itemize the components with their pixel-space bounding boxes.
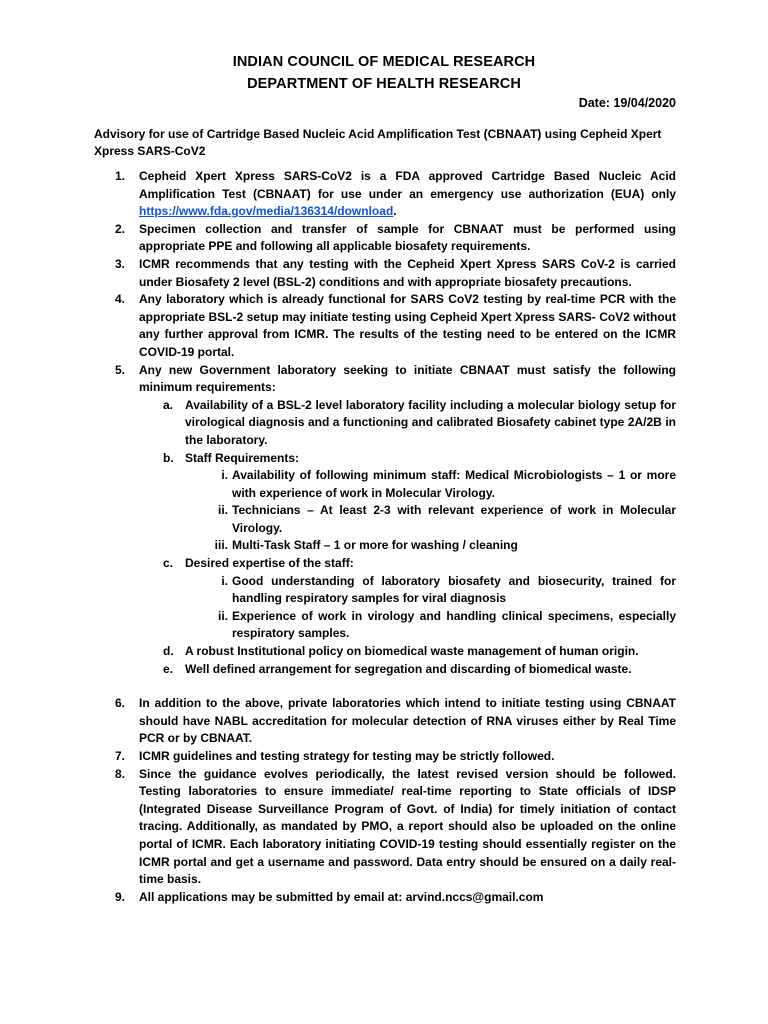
org-title: INDIAN COUNCIL OF MEDICAL RESEARCH	[232, 54, 536, 70]
list-item	[115, 256, 676, 291]
item-text: In addition to the above, private laboratories which intend to initiate testing using CBNAAT should have NABL accreditation for molecular detection of RNA viruses either by Real Time PCR or by CBNAAT.	[139, 696, 676, 746]
list-item	[115, 695, 676, 748]
item-number: 8.	[115, 766, 126, 781]
item-number: 1.	[115, 169, 126, 183]
list-item	[115, 889, 676, 907]
sub-letter: b.	[163, 450, 174, 465]
requirement-a	[163, 397, 676, 450]
item-text: Any new Government laboratory seeking to initiate CBNAAT must satisfy the following minimum requirements:	[139, 362, 676, 395]
item-text: Since the guidance evolves periodically, the latest revised version should be followed. Testing laboratories to ensure immediate/ real-time reporting to State officials of IDSP (Integrated Disease Surveillance Program of Govt. of India) for timely initiation of contact tracing. Additionally, as mandated by PMO, a report should also be uploaded on the online portal of ICMR. Each laboratory initiating COVID-19 testing should essentially register on the ICMR portal and get a username and password. Data entry should be ensured on a daily real-time basis.	[139, 766, 676, 887]
item-text: Cepheid Xpert Xpress SARS-CoV2 is a FDA approved Cartridge Based Nucleic Acid Amplification Test (CBNAAT) for use under an emergency use authorization (EUA) only	[139, 169, 676, 201]
staff-item	[221, 467, 676, 502]
requirement-c	[163, 555, 676, 573]
sub-letter: c.	[163, 556, 174, 571]
requirement-b	[163, 450, 676, 468]
advisory-list	[0, 168, 768, 906]
list-item	[115, 291, 676, 361]
sub-letter: a.	[163, 397, 174, 412]
item-number: 7.	[115, 749, 126, 763]
spacer	[0, 678, 768, 695]
roman-number: ii.	[217, 608, 228, 623]
dept-title: DEPARTMENT OF HEALTH RESEARCH	[247, 76, 521, 92]
staff-item	[217, 502, 676, 537]
roman-text: Experience of work in virology and handling clinical specimens, especially respiratory samples.	[232, 608, 676, 641]
sub-letter: e.	[163, 661, 174, 676]
fda-link[interactable]: https://www.fda.gov/media/136314/download	[139, 204, 394, 219]
roman-text: Availability of following minimum staff: Medical Microbiologists – 1 or more with experience of work in Molecular Virology.	[232, 468, 676, 500]
sub-letter: d.	[163, 644, 174, 659]
roman-number: ii.	[217, 503, 228, 518]
roman-text: Technicians – At least 2-3 with relevant experience of work in Molecular Virology.	[232, 503, 676, 535]
list-item	[115, 766, 676, 889]
roman-number: i.	[221, 573, 228, 588]
item-number: 4.	[115, 292, 126, 307]
sub-text: Well defined arrangement for segregation and discarding of biomedical waste.	[185, 661, 632, 676]
roman-number: iii.	[214, 538, 228, 553]
staff-item	[214, 537, 676, 555]
item-text: Specimen collection and transfer of sample for CBNAAT must be performed using appropriate PPE and following all applicable biosafety requirements.	[139, 221, 676, 254]
requirement-e	[163, 661, 676, 679]
item-number: 9.	[115, 889, 126, 904]
roman-text: Good understanding of laboratory biosafety and biosecurity, trained for handling respiratory samples for viral diagnosis	[232, 573, 676, 606]
list-item	[115, 168, 676, 221]
item-number: 3.	[115, 256, 126, 271]
sub-text: Availability of a BSL-2 level laboratory facility including a molecular biology setup for virological diagnosis and a functioning and calibrated Biosafety cabinet type 2A/2B in the laboratory.	[185, 397, 676, 447]
item-text: ICMR recommends that any testing with the Cepheid Xpert Xpress SARS CoV-2 is carried under Biosafety 2 level (BSL-2) conditions and with appropriate biosafety precautions.	[139, 256, 676, 289]
expertise-item	[221, 573, 676, 608]
sub-text: Staff Requirements:	[185, 450, 300, 465]
roman-number: i.	[221, 468, 228, 483]
requirement-d	[163, 643, 676, 661]
item-text: Any laboratory which is already functional for SARS CoV2 testing by real-time PCR with the appropriate BSL-2 setup may initiate testing using Cepheid Xpert Xpress SARS- CoV2 without any further approval from ICMR. The results of the testing need to be entered on the ICMR COVID-19 portal.	[139, 292, 676, 359]
expertise-item	[217, 608, 676, 643]
requirements-block	[139, 397, 676, 679]
list-item	[115, 362, 676, 397]
item-text-tail: .	[393, 204, 397, 219]
advisory-subject: Advisory for use of Cartridge Based Nucleic Acid Amplification Test (CBNAAT) using Cepheid Xpert Xpress SARS-CoV2	[94, 127, 662, 158]
item-number: 5.	[115, 362, 126, 377]
list-item	[115, 748, 676, 766]
sub-text: A robust Institutional policy on biomedical waste management of human origin.	[185, 644, 639, 659]
item-number: 6.	[115, 696, 126, 711]
item-number: 2.	[115, 221, 126, 236]
list-item	[115, 221, 676, 256]
document-date: Date: 19/04/2020	[578, 96, 676, 110]
item-text: ICMR guidelines and testing strategy for testing may be strictly followed.	[139, 749, 555, 763]
sub-text: Desired expertise of the staff:	[185, 556, 354, 571]
roman-text: Multi-Task Staff – 1 or more for washing / cleaning	[232, 538, 518, 553]
item-text: All applications may be submitted by email at: arvind.nccs@gmail.com	[139, 889, 544, 904]
